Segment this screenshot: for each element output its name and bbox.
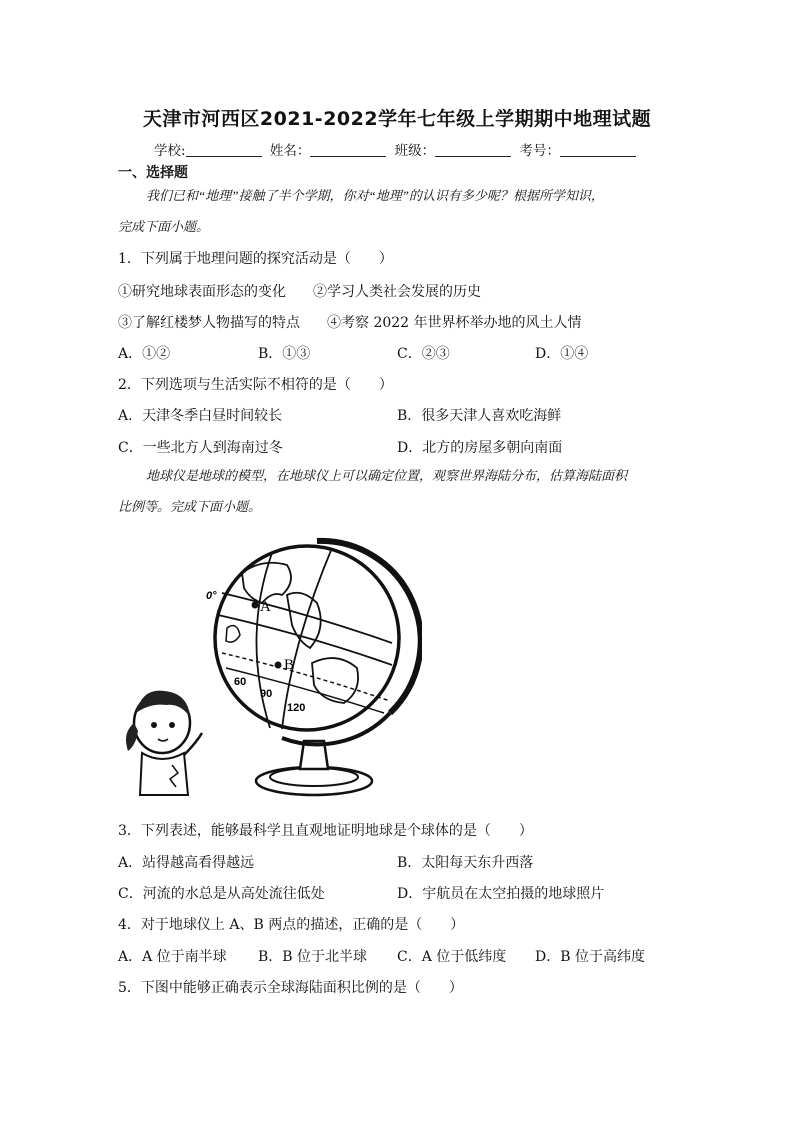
- q5-stem: 5．下图中能够正确表示全球海陆面积比例的是（ ）: [118, 980, 463, 996]
- school-label: 学校:: [154, 143, 186, 159]
- intro2-line1: 地球仪是地球的模型，在地球仪上可以确定位置，观察世界海陆分布，估算海陆面积: [146, 468, 628, 483]
- q3-stem: 3．下列表述，能够最科学且直观地证明地球是个球体的是（ ）: [118, 823, 533, 839]
- intro-paragraph-1: [118, 180, 678, 242]
- school-blank[interactable]: [186, 142, 262, 157]
- q1-stem: 1．下列属于地理问题的探究活动是（ ）: [118, 251, 393, 267]
- q1-option-b[interactable]: B．①③: [258, 346, 311, 362]
- q3-option-a[interactable]: A．站得越高看得越远: [118, 855, 255, 871]
- intro2-line2: 比例等。完成下面小题。: [118, 499, 262, 514]
- point-b-label: B: [284, 657, 295, 673]
- q1-statement-1: ①研究地球表面形态的变化: [118, 284, 286, 300]
- globe-figure: [122, 533, 422, 803]
- point-a-marker: [252, 602, 259, 609]
- label-120: 120: [287, 702, 306, 714]
- q1-option-d[interactable]: D．①④: [535, 346, 589, 362]
- q2-option-c[interactable]: C．一些北方人到海南过冬: [118, 440, 283, 456]
- class-label: 班级：: [394, 143, 436, 159]
- label-0-degree: 0°: [206, 590, 217, 602]
- q2-option-d[interactable]: D．北方的房屋多朝向南面: [397, 440, 563, 456]
- q1-statement-2: ②学习人类社会发展的历史: [313, 284, 481, 300]
- q2-option-b[interactable]: B．很多天津人喜欢吃海鲜: [397, 408, 562, 424]
- point-b-marker: [275, 662, 282, 669]
- q4-stem: 4．对于地球仪上 A、B 两点的描述，正确的是（ ）: [118, 917, 465, 933]
- point-a-label: A: [260, 599, 271, 615]
- name-blank[interactable]: [310, 142, 386, 157]
- page-title: 天津市河西区2021-2022学年七年级上学期期中地理试题: [142, 108, 652, 130]
- q4-option-c[interactable]: C．A 位于低纬度: [397, 949, 507, 965]
- name-label: 姓名：: [269, 143, 311, 159]
- q2-option-a[interactable]: A．天津冬季白昼时间较长: [118, 408, 283, 424]
- q1-option-a[interactable]: A．①②: [118, 346, 171, 362]
- q4-option-a[interactable]: A．A 位于南半球: [118, 949, 227, 965]
- q2-stem: 2．下列选项与生活实际不相符的是（ ）: [118, 377, 393, 393]
- intro-paragraph-2: [118, 460, 678, 522]
- q3-option-b[interactable]: B．太阳每天东升西落: [397, 855, 534, 871]
- intro1-line1: 我们已和“地理”接触了半个学期，你对“地理”的认识有多少呢？根据所学知识，: [146, 188, 604, 203]
- q3-option-c[interactable]: C．河流的水总是从高处流往低处: [118, 886, 325, 902]
- label-90: 90: [260, 688, 273, 700]
- q1-option-c[interactable]: C．②③: [397, 346, 450, 362]
- globe-illustration: [122, 533, 422, 803]
- q4-option-d[interactable]: D．B 位于高纬度: [535, 949, 645, 965]
- label-60: 60: [234, 676, 247, 688]
- q1-statement-3: ③了解红楼梦人物描写的特点: [118, 315, 300, 331]
- student-info-line: [0, 139, 794, 159]
- intro1-line2: 完成下面小题。: [118, 219, 210, 234]
- q1-statement-4: ④考察 2022 年世界杯举办地的风土人情: [327, 315, 582, 331]
- q4-option-b[interactable]: B．B 位于北半球: [258, 949, 368, 965]
- class-blank[interactable]: [435, 142, 511, 157]
- section-heading: 一、选择题: [118, 165, 188, 181]
- girl-cartoon: [126, 691, 202, 795]
- number-label: 考号：: [519, 143, 560, 159]
- q3-option-d[interactable]: D．宇航员在太空拍摄的地球照片: [397, 886, 605, 902]
- number-blank[interactable]: [560, 142, 636, 157]
